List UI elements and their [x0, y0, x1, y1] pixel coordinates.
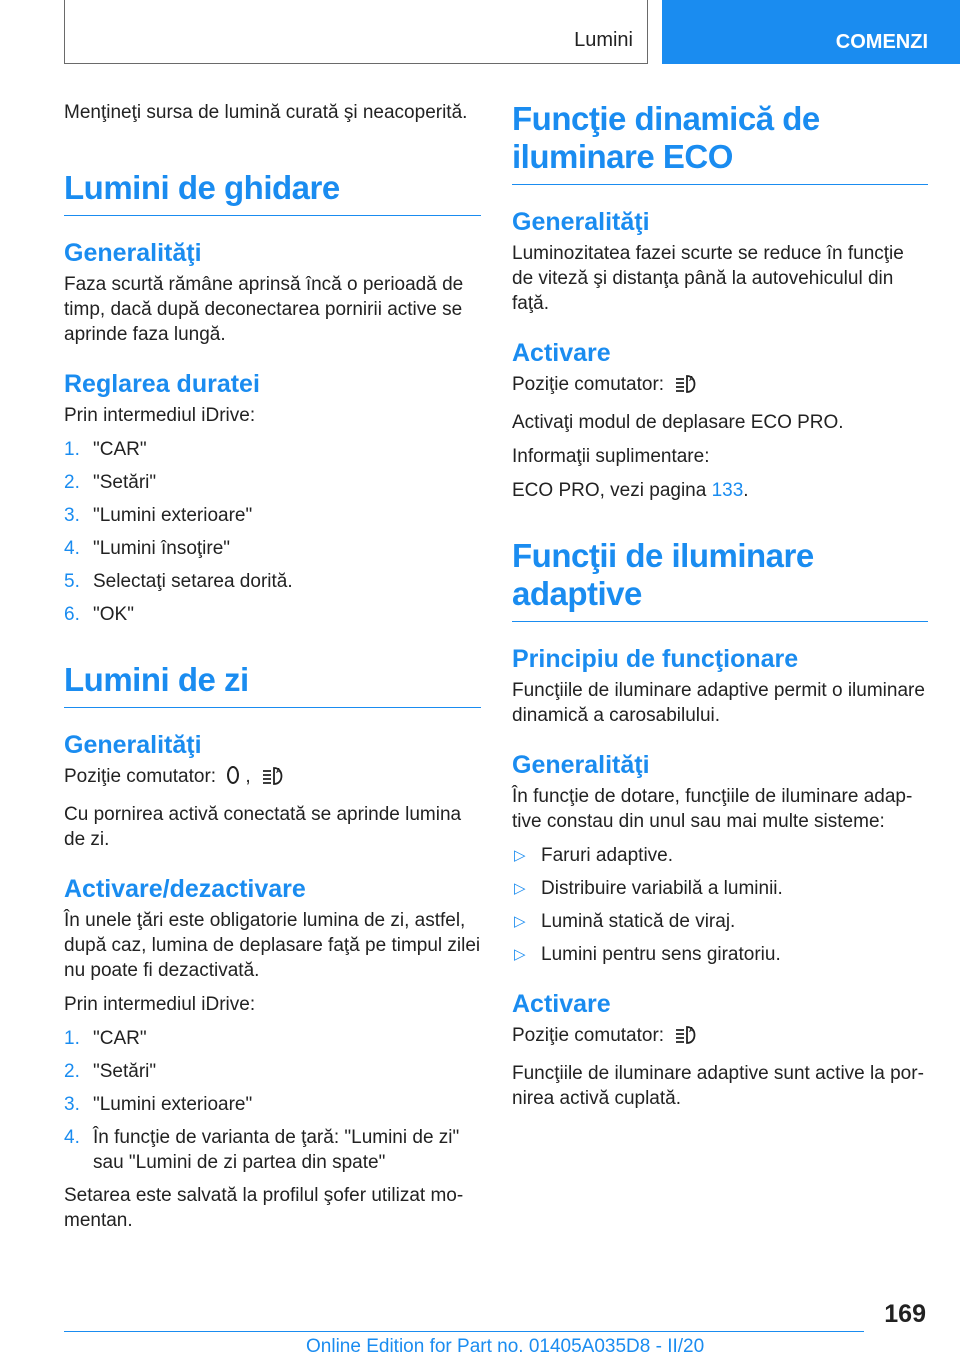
triangle-bullet-icon: ▷	[514, 847, 526, 864]
automatic-headlight-icon	[673, 1023, 699, 1052]
activare-eco-text-3: ECO PRO, vezi pagina 133.	[512, 480, 749, 501]
list-item: 1. "CAR"	[64, 1028, 147, 1049]
list-item: 2. "Setări"	[64, 1061, 157, 1082]
generalitati-2-text: Cu pornirea activă conectată se aprinde lumina de zi.	[64, 804, 462, 850]
activare-dezactivare-text-2: Prin intermediul iDrive:	[64, 994, 256, 1015]
header-section-box	[64, 0, 648, 64]
heading-lumini-de-zi: Lumini de zi	[64, 661, 481, 708]
footer-edition: Online Edition for Part no. 01405A035D8 - II/20	[306, 1336, 705, 1357]
right-column	[512, 100, 928, 1120]
switch-position-line-adaptive: Poziţie comutator: A	[512, 1023, 928, 1052]
triangle-bullet-icon: ▷	[514, 946, 526, 963]
activare-eco-text-2: Informaţii suplimentare:	[512, 446, 710, 467]
header-chapter-title: COMENZI	[835, 31, 928, 53]
heading-generalitati-2: Generalităţi	[64, 731, 202, 759]
triangle-bullet-icon: ▷	[514, 880, 526, 897]
heading-generalitati-adaptive: Generalităţi	[512, 751, 650, 779]
list-item: ▷ Lumină statică de viraj.	[514, 911, 736, 932]
list-item: 5. Selectaţi setarea dorită.	[64, 571, 293, 592]
heading-functii-adaptive: Funcţii de iluminare adaptive	[512, 537, 928, 622]
activare-adaptive-text: Funcţiile de iluminare adaptive sunt active la pornirea activă cuplată.	[512, 1063, 924, 1109]
switch-position-line: Poziţie comutator: , A	[64, 764, 481, 793]
activare-eco-text-1: Activaţi modul de deplasare ECO PRO.	[512, 412, 844, 433]
svg-text:A: A	[689, 1027, 695, 1034]
automatic-headlight-icon	[260, 764, 286, 793]
list-item: 4. În funcţie de varianta de ţară: "Lumini de zi" sau "Lumini de zi partea din spate"	[64, 1127, 460, 1173]
footer-divider	[64, 1331, 864, 1332]
reglarea-text: Prin intermediul iDrive:	[64, 405, 256, 426]
intro-text: Menţineţi sursa de lumină curată şi neacoperită.	[64, 102, 468, 123]
svg-text:A: A	[275, 768, 281, 775]
list-item: 3. "Lumini exterioare"	[64, 1094, 253, 1115]
activare-note: Setarea este salvată la profilul şofer utilizat momentan.	[64, 1185, 464, 1231]
generalitati-adaptive-text: În funcţie de dotare, funcţiile de iluminare adaptive constau din unul sau mai multe sisteme:	[512, 786, 913, 832]
switch-position-0-icon	[225, 764, 241, 793]
heading-lumini-ghidare: Lumini de ghidare	[64, 169, 481, 216]
adaptive-systems-list	[512, 843, 928, 967]
reglarea-steps	[64, 437, 481, 627]
page-link-133[interactable]: 133	[711, 480, 744, 501]
header-chapter-tab	[662, 0, 960, 64]
header-section-title: Lumini	[574, 29, 633, 51]
list-item: ▷ Faruri adaptive.	[514, 845, 674, 866]
left-column	[64, 100, 481, 1242]
list-item: 1. "CAR"	[64, 439, 147, 460]
principiu-text: Funcţiile de iluminare adaptive permit o iluminare dinamică a carosabilului.	[512, 680, 925, 726]
list-item: ▷ Lumini pentru sens giratoriu.	[514, 944, 781, 965]
svg-text:A: A	[689, 376, 695, 383]
heading-reglarea-duratei: Reglarea duratei	[64, 370, 260, 398]
heading-functie-eco: Funcţie dinamică de iluminare ECO	[512, 100, 928, 185]
switch-position-line-eco: Poziţie comutator: A	[512, 372, 928, 401]
activare-steps	[64, 1026, 481, 1175]
triangle-bullet-icon: ▷	[514, 913, 526, 930]
heading-generalitati-eco: Generalităţi	[512, 208, 650, 236]
heading-activare-eco: Activare	[512, 339, 611, 367]
generalitati-1-text: Faza scurtă rămâne aprinsă încă o perioadă de timp, dacă după deconectarea pornirii active se aprinde faza lungă.	[64, 274, 464, 345]
heading-principiu-functionare: Principiu de funcţionare	[512, 645, 799, 673]
page-number: 169	[884, 1300, 926, 1328]
list-item: ▷ Distribuire variabilă a luminii.	[514, 878, 783, 899]
list-item: 2. "Setări"	[64, 472, 157, 493]
list-item: 6. "OK"	[64, 604, 134, 625]
list-item: 3. "Lumini exterioare"	[64, 505, 253, 526]
generalitati-eco-text: Luminozitatea fazei scurte se reduce în funcţie de viteză şi distanţa până la autovehiculul din faţă.	[512, 243, 904, 314]
heading-activare-adaptive: Activare	[512, 990, 611, 1018]
heading-generalitati-1: Generalităţi	[64, 239, 202, 267]
list-item: 4. "Lumini însoţire"	[64, 538, 231, 559]
heading-activare-dezactivare: Activare/dezactivare	[64, 875, 306, 903]
activare-dezactivare-text: În unele ţări este obligatorie lumina de zi, astfel, după caz, lumina de deplasare faţă pe timpul zilei nu poate fi dezactivată.	[64, 910, 481, 981]
automatic-headlight-icon	[673, 372, 699, 401]
